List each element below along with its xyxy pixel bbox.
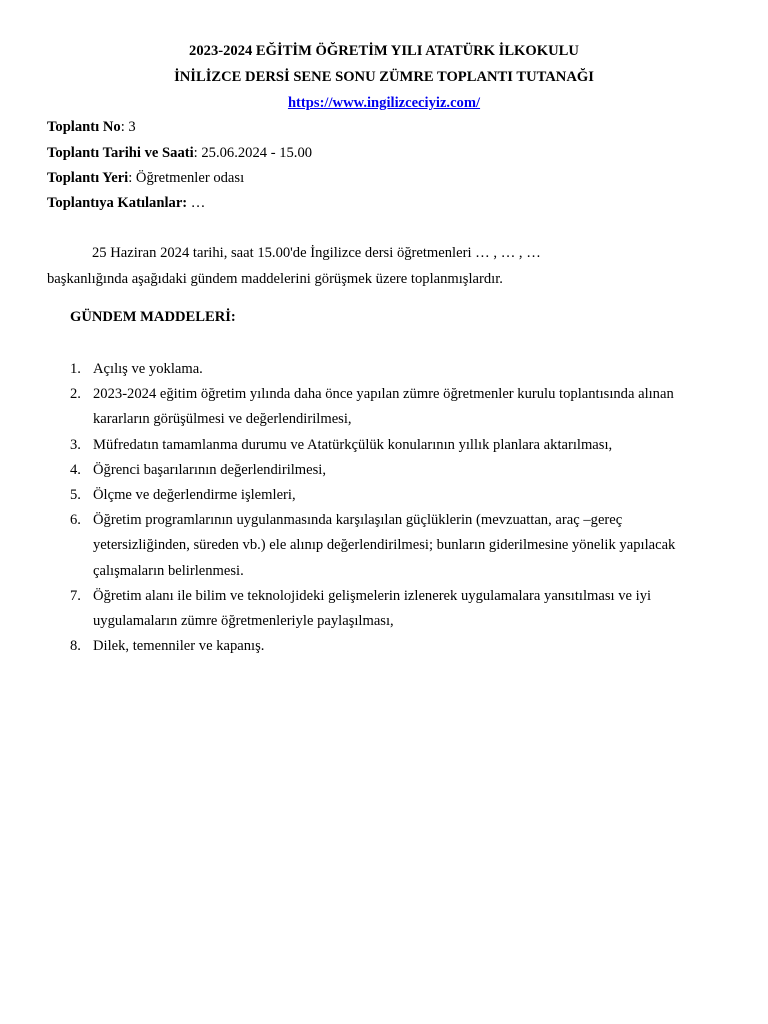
agenda-item	[70, 357, 720, 382]
participants-label: Toplantıya Katılanlar:	[47, 195, 188, 211]
website-link-wrapper	[0, 94, 768, 112]
agenda-item	[70, 483, 720, 508]
meeting-date-label: Toplantı Tarihi ve Saati	[47, 145, 194, 161]
participants-row	[47, 194, 205, 212]
agenda-item-number: 3.	[70, 436, 81, 453]
agenda-item-number: 7.	[70, 587, 81, 604]
agenda-item-number: 5.	[70, 487, 81, 504]
participants-value: …	[187, 195, 206, 211]
meeting-number-value: : 3	[120, 119, 136, 135]
agenda-item-number: 2.	[70, 386, 81, 403]
agenda-item-text: 2023-2024 eğitim öğretim yılında daha önce yapılan zümre öğretmenler kurulu toplantısında alınan kararların görüşülmesi ve değerlendirilmesi,	[93, 386, 674, 428]
meeting-date-value: : 25.06.2024 - 15.00	[193, 145, 313, 161]
agenda-item	[70, 584, 720, 634]
meeting-place-label: Toplantı Yeri	[47, 170, 129, 186]
agenda-item	[70, 433, 720, 458]
agenda-item	[70, 508, 720, 584]
website-link[interactable]: https://www.ingilizceciyiz.com/	[287, 95, 481, 111]
agenda-list	[70, 357, 720, 659]
agenda-item-number: 8.	[70, 638, 81, 655]
document-title-line-2: İNİLİZCE DERSİ SENE SONU ZÜMRE TOPLANTI TUTANAĞI	[174, 69, 594, 85]
document-title-line-1: 2023-2024 EĞİTİM ÖĞRETİM YILI ATATÜRK İLKOKULU	[189, 43, 579, 59]
agenda-item	[70, 382, 720, 432]
agenda-item-number: 6.	[70, 512, 81, 529]
meeting-number-label: Toplantı No	[47, 119, 121, 135]
agenda-heading: GÜNDEM MADDELERİ:	[70, 309, 236, 325]
intro-line-1: 25 Haziran 2024 tarihi, saat 15.00'de İngilizce dersi öğretmenleri … , … , …	[92, 245, 541, 261]
meeting-date-row	[47, 144, 312, 162]
agenda-item-number: 4.	[70, 461, 81, 478]
agenda-item-text: Öğretim programlarının uygulanmasında karşılaşılan güçlüklerin (mevzuattan, araç –gereç yetersizliğinden, süreden vb.) ele alınıp değerlendirilmesi; bunların giderilmesine yönelik yapılacak çalışmaların belirlenmesi.	[93, 512, 676, 579]
agenda-item-text: Dilek, temenniler ve kapanış.	[93, 638, 265, 655]
meeting-number-row	[47, 118, 136, 136]
agenda-item	[70, 634, 720, 659]
agenda-item	[70, 458, 720, 483]
agenda-item-text: Öğretim alanı ile bilim ve teknolojideki gelişmelerin izlenerek uygulamalara yansıtılması ve iyi uygulamaların zümre öğretmenleriyle paylaşılması,	[93, 587, 652, 630]
agenda-item-text: Açılış ve yoklama.	[93, 361, 203, 377]
meeting-place-value: : Öğretmenler odası	[128, 170, 245, 186]
intro-line-2: başkanlığında aşağıdaki gündem maddelerini görüşmek üzere toplanmışlardır.	[47, 271, 503, 287]
meeting-place-row	[47, 169, 244, 187]
agenda-item-text: Müfredatın tamamlanma durumu ve Atatürkçülük konularının yıllık planlara aktarılması,	[93, 436, 613, 453]
agenda-item-text: Öğrenci başarılarının değerlendirilmesi,	[93, 461, 327, 478]
agenda-item-number: 1.	[70, 361, 81, 377]
agenda-item-text: Ölçme ve değerlendirme işlemleri,	[93, 487, 296, 504]
